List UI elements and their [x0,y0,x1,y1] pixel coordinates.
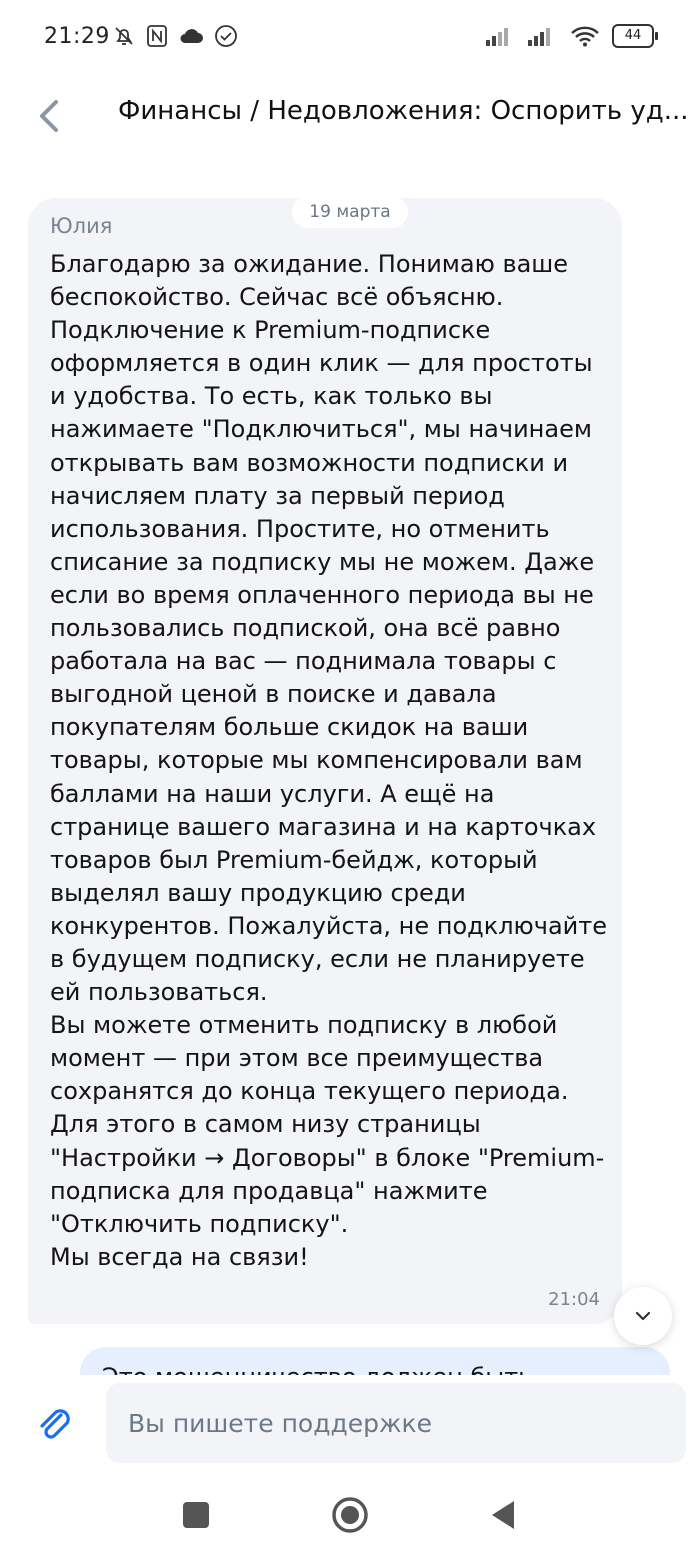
paperclip-icon [34,1405,74,1445]
signal-icon [486,26,516,46]
home-button[interactable] [328,1493,372,1537]
cloud-icon [178,26,204,46]
date-separator: 19 марта [292,196,408,228]
chat-header [0,78,700,158]
check-circle-icon [214,24,238,48]
message-time: 21:04 [548,1289,600,1310]
square-icon [174,1493,218,1537]
message-text: Благодарю за ожидание. Понимаю ваше беспокойство. Сейчас всё объясню. Подключение к Premium-подписке оформляется в один клик — для простоты и удобства. То есть, как только вы нажимаете "Подключиться", мы начинаем открывать вам возможности подписки и начисляем плату за первый период использования. Простите, но отменить списание за подписку мы не можем. Даже если во время оплаченного периода вы не пользовались подпиской, она всё равно работала на вас — поднимала товары с выгодной ценой в поиске и давала покупателям больше скидок на ваши товары, которые мы компенсировали вам баллами на наши услуги. А ещё на странице вашего магазина и на карточках товаров был Premium-бейдж, который выделял вашу продукцию среди конкурентов. Пожалуйста, не подключайте в будущем подписку, если не планируете ей пользоваться. Вы можете отменить подписку в любой момент — при этом все преимущества сохранятся до конца текущего периода. Для этого в самом низу страницы "Настройки → Договоры" в блоке "Premium-подписка для продавца" нажмите "Отключить подписку". Мы всегда на связи! [50,250,607,1271]
bell-off-icon [112,24,136,48]
back-button[interactable] [30,96,70,136]
battery-indicator: 44 [612,24,654,48]
scroll-down-button[interactable] [614,1287,672,1345]
recents-button[interactable] [174,1493,218,1537]
signal-icon [528,26,558,46]
chevron-down-icon [632,1305,654,1327]
back-nav-button[interactable] [482,1493,526,1537]
status-icons-left [112,24,238,48]
chat-messages[interactable] [0,160,700,1375]
wifi-icon [570,25,600,47]
incoming-message [28,198,622,1324]
status-icons-right [486,24,654,48]
home-circle-icon [328,1493,372,1537]
chevron-left-icon [30,96,70,136]
nfc-icon [146,24,168,48]
status-time: 21:29 [44,24,110,49]
triangle-back-icon [482,1493,526,1537]
system-nav-bar [0,1475,700,1556]
attach-button[interactable] [34,1405,74,1445]
status-bar [0,0,700,78]
message-sender: Юлия [50,214,113,238]
page-title: Финансы / Недовложения: Оспорить уд... [118,96,689,126]
message-input[interactable] [106,1383,686,1463]
message-composer [0,1375,700,1475]
